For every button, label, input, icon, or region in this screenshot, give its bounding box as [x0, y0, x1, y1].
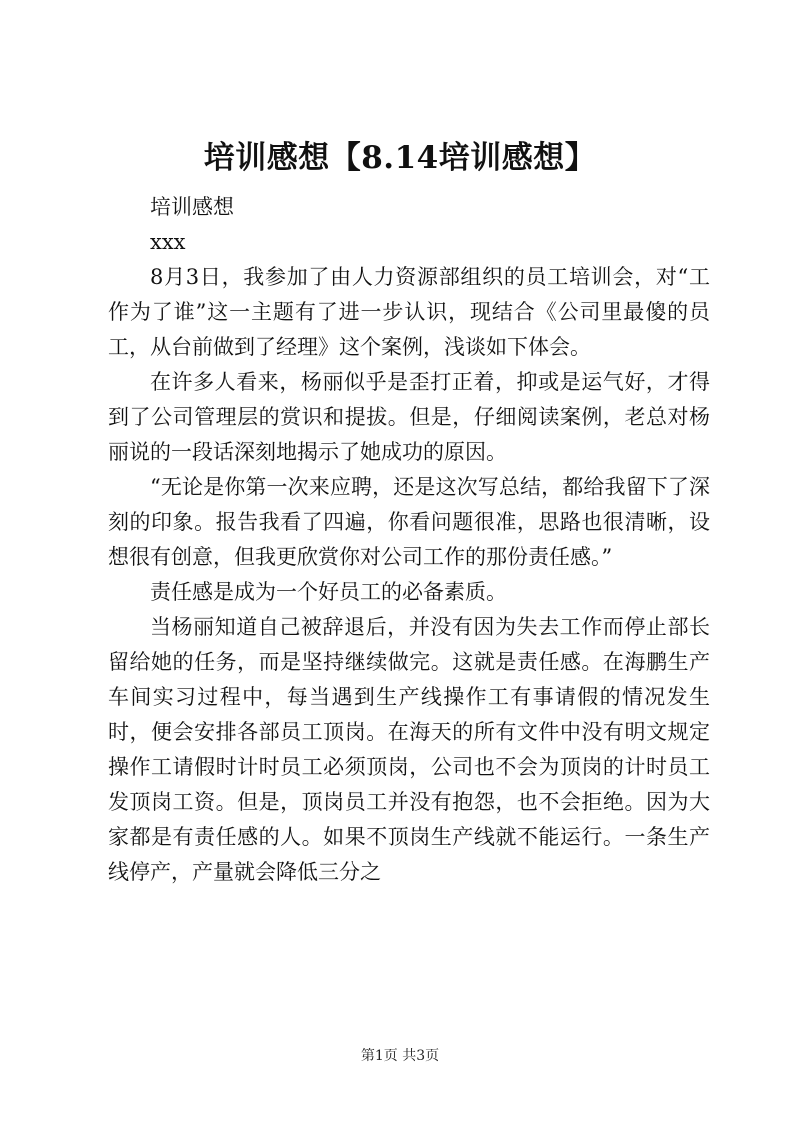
document-title: 培训感想【8.14培训感想】 — [203, 140, 597, 176]
page-number-footer: 第1页 共3页 — [360, 1048, 440, 1064]
paragraph-intro: 8月3日，我参加了由人力资源部组织的员工培训会，对“工作为了谁”这一主题有了进一步认识，现结合《公司里最傻的员工，从台前做到了经理》这个案例，浅谈如下体会。 — [108, 265, 710, 359]
paragraph-author: xxx — [150, 230, 186, 254]
paragraph-quote: “无论是你第一次来应聘，还是这次写总结，都给我留下了深刻的印象。报告我看了四遍，你看问题很准，思路也很清晰，设想很有创意，但我更欣赏你对公司工作的那份责任感。” — [108, 475, 710, 569]
paragraph-responsibility: 责任感是成为一个好员工的必备素质。 — [150, 580, 507, 604]
paragraph-heading: 培训感想 — [150, 195, 234, 219]
paragraph-case-view: 在许多人看来，杨丽似乎是歪打正着，抑或是运气好，才得到了公司管理层的赏识和提拔。但是，仔细阅读案例，老总对杨丽说的一段话深刻地揭示了她成功的原因。 — [108, 370, 710, 464]
document-body — [108, 190, 710, 890]
paragraph-example: 当杨丽知道自己被辞退后，并没有因为失去工作而停止部长留给她的任务，而是坚持继续做完。这就是责任感。在海鹏生产车间实习过程中，每当遇到生产线操作工有事请假的情况发生时，便会安排各部员工顶岗。在海天的所有文件中没有明文规定操作工请假时计时员工必须顶岗，公司也不会为顶岗的计时员工发顶岗工资。但是，顶岗员工并没有抱怨，也不会拒绝。因为大家都是有责任感的人。如果不顶岗生产线就不能运行。一条生产线停产，产量就会降低三分之 — [108, 615, 710, 884]
